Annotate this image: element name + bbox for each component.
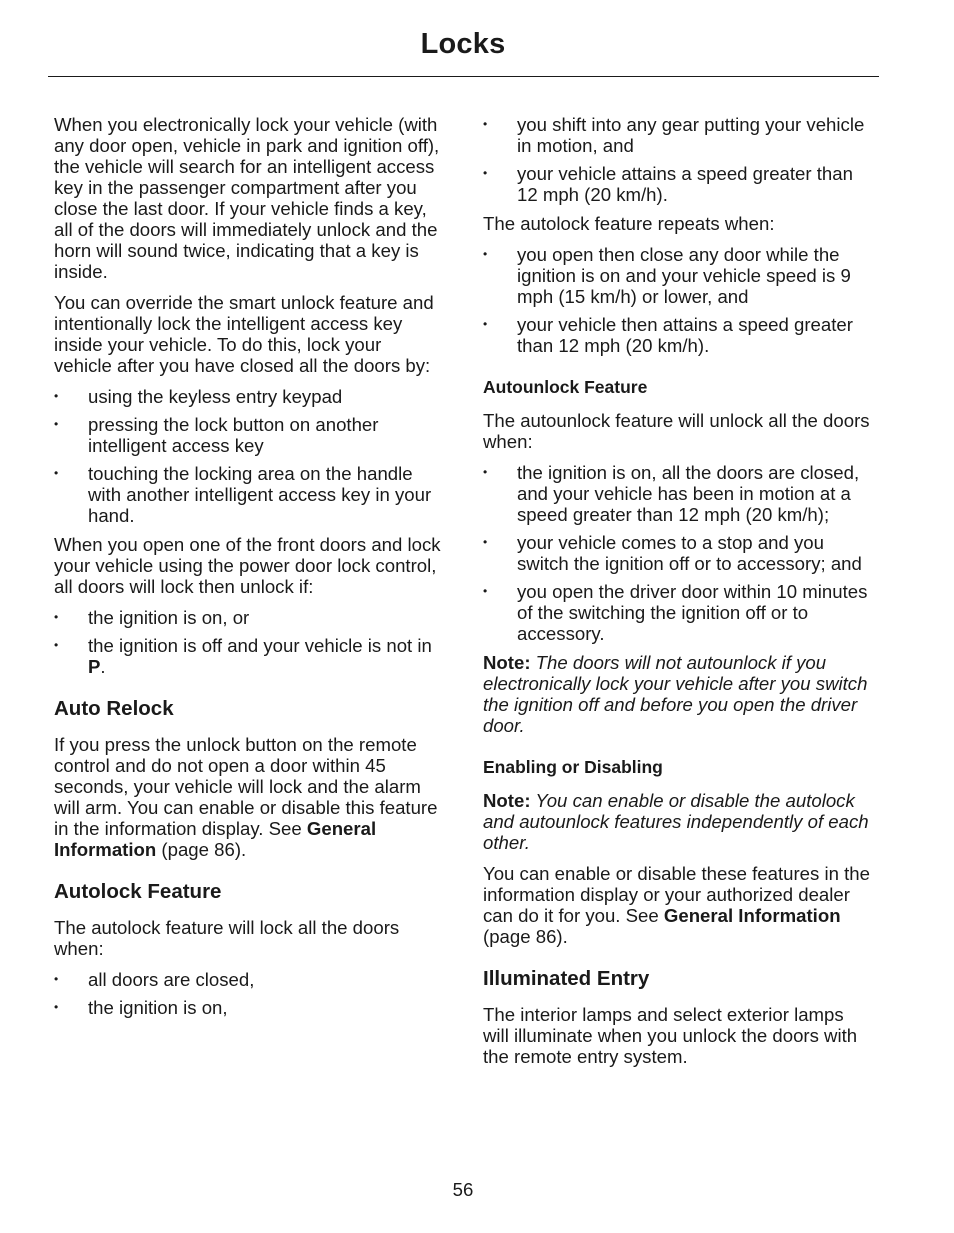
list-item: • you open the driver door within 10 minutes of the switching the ignition off or to accessory. — [483, 581, 873, 644]
heading-enabling-or-disabling: Enabling or Disabling — [483, 757, 663, 777]
note-label: Note: — [483, 652, 531, 673]
cross-reference-link[interactable]: General Information — [663, 905, 841, 926]
header-rule — [48, 76, 879, 77]
list-item: • using the keyless entry keypad — [54, 386, 444, 407]
list-item: • all doors are closed, — [54, 969, 444, 990]
paragraph: The autolock feature repeats when: — [483, 213, 775, 234]
paragraph: The interior lamps and select exterior lamps will illuminate when you unlock the doors with the remote entry system. — [483, 1004, 858, 1067]
list-item: • the ignition is on, or — [54, 607, 444, 628]
paragraph: You can override the smart unlock feature and intentionally lock the intelligent access key inside your vehicle. To do this, lock your vehicle after you have closed all the doors by: — [54, 292, 434, 376]
page-number: 56 — [452, 1179, 474, 1200]
list-item — [54, 635, 444, 677]
list-item: • the ignition is on, — [54, 997, 444, 1018]
gear-p-label: P — [88, 656, 101, 677]
bullet-list — [54, 386, 444, 526]
note — [483, 652, 873, 736]
list-item: • the ignition is on, all the doors are closed, and your vehicle has been in motion at a speed greater than 12 mph (20 km/h); — [483, 462, 873, 525]
paragraph-text: (page 86). — [483, 926, 568, 947]
bullet-list — [483, 244, 873, 356]
heading-illuminated-entry: Illuminated Entry — [483, 967, 650, 990]
list-item: • you shift into any gear putting your vehicle in motion, and — [483, 114, 873, 156]
bullet-list — [54, 969, 444, 1018]
page-title: Locks — [420, 28, 506, 60]
bullet-list — [54, 607, 444, 677]
heading-autounlock-feature: Autounlock Feature — [483, 377, 648, 397]
cross-reference-link[interactable]: General Information — [54, 818, 377, 860]
note-label: Note: — [483, 790, 531, 811]
list-item: • your vehicle then attains a speed greater than 12 mph (20 km/h). — [483, 314, 873, 356]
note — [483, 790, 873, 853]
paragraph: The autounlock feature will unlock all the doors when: — [483, 410, 870, 452]
right-column — [483, 114, 873, 1077]
paragraph: When you electronically lock your vehicle (with any door open, vehicle in park and ignition off), the vehicle will search for an intelligent access key in the passenger compartment after you close the last door. If your vehicle finds a key, all of the doors will immediately unlock and the horn will sound twice, indicating that a key is inside. — [54, 114, 440, 282]
note-text: The doors will not autounlock if you electronically lock your vehicle after you switch the ignition off and before you open the driver door. — [483, 652, 868, 736]
left-column — [54, 114, 444, 1026]
list-item-text: . — [100, 656, 106, 677]
list-item: • your vehicle comes to a stop and you switch the ignition off or to accessory; and — [483, 532, 873, 574]
heading-autolock-feature: Autolock Feature — [54, 880, 222, 903]
paragraph: When you open one of the front doors and lock your vehicle using the power door lock control, all doors will lock then unlock if: — [54, 534, 441, 597]
paragraph-text: (page 86). — [156, 839, 247, 860]
paragraph — [483, 863, 873, 947]
list-item: • you open then close any door while the ignition is on and your vehicle speed is 9 mph (15 km/h) or lower, and — [483, 244, 873, 307]
list-item: • your vehicle attains a speed greater than 12 mph (20 km/h). — [483, 163, 873, 205]
list-item: • touching the locking area on the handle with another intelligent access key in your hand. — [54, 463, 444, 526]
bullet-list — [483, 462, 873, 644]
list-item: • pressing the lock button on another intelligent access key — [54, 414, 444, 456]
paragraph-text: You can enable or disable these features in the information display or your authorized dealer can do it for you. See — [483, 863, 870, 926]
bullet-list — [483, 114, 873, 205]
paragraph: The autolock feature will lock all the doors when: — [54, 917, 400, 959]
note-text: You can enable or disable the autolock and autounlock features independently of each other. — [483, 790, 869, 853]
paragraph-text: If you press the unlock button on the remote control and do not open a door within 45 seconds, your vehicle will lock and the alarm will arm. You can enable or disable this feature in the information display. See — [54, 734, 438, 839]
list-item-text: the ignition is off and your vehicle is not in — [88, 635, 432, 656]
paragraph — [54, 734, 444, 860]
heading-auto-relock: Auto Relock — [54, 697, 174, 720]
